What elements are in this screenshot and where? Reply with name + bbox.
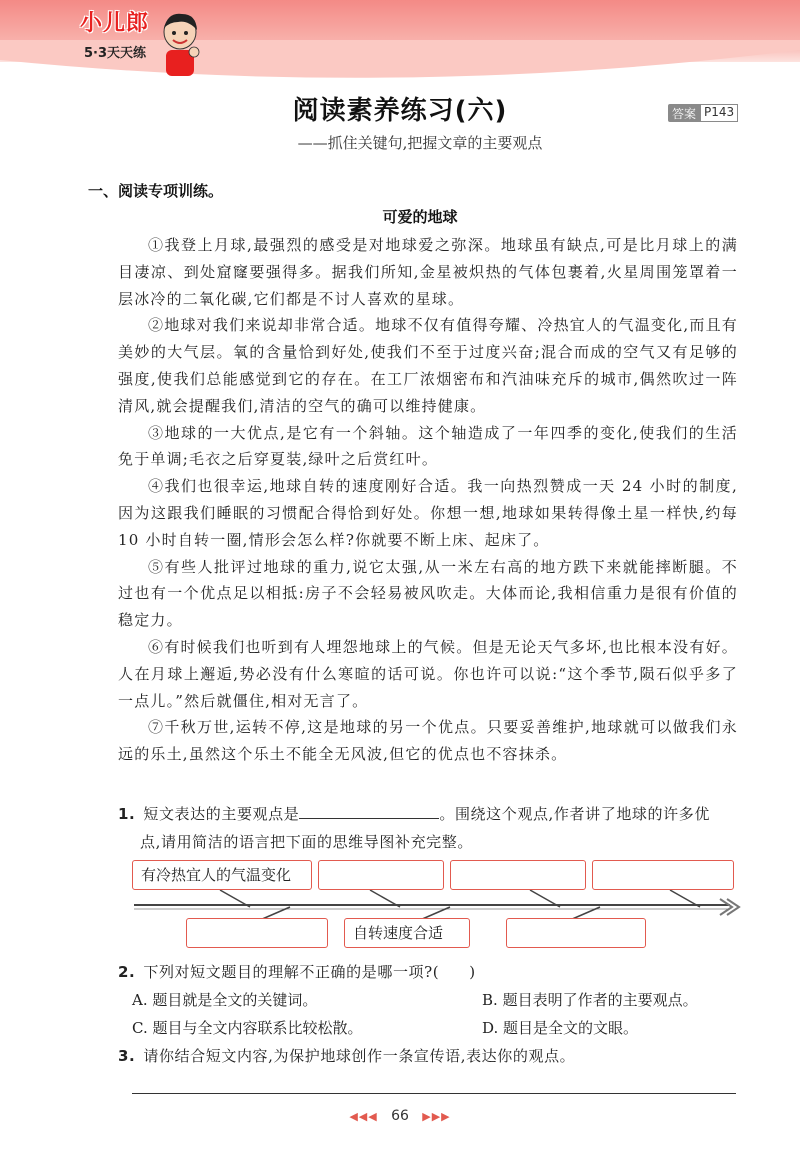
essay-passage [118, 232, 738, 768]
question-3-number: 3. [118, 1047, 136, 1065]
page-title: 阅读素养练习(六) [292, 96, 508, 126]
question-3-answer-line[interactable] [132, 1093, 736, 1094]
option-b[interactable] [482, 986, 698, 1014]
brand-logo [80, 6, 200, 78]
question-1-number: 1. [118, 805, 136, 823]
question-1-text-line2: 点,请用简洁的语言把下面的思维导图补充完整。 [140, 833, 473, 851]
paragraph-7: ⑦千秋万世,运转不停,这是地球的另一个优点。只要妥善维护,地球就可以做我们永远的乐土,虽然这个乐土不能全无风波,但它的优点也不容抹杀。 [118, 718, 738, 764]
paragraph-5: ⑤有些人批评过地球的重力,说它太强,从一米左右高的地方跌下来就能摔断腿。不过也有一个优点足以相抵:房子不会轻易被风吹走。大体而论,我相信重力是很有价值的稳定力。 [118, 557, 738, 630]
question-2-paren-close: ) [469, 963, 476, 981]
question-3-text: 请你结合短文内容,为保护地球创作一条宣传语,表达你的观点。 [143, 1047, 576, 1065]
essay-title: 可爱的地球 [382, 208, 458, 226]
mind-map-top-box-3[interactable] [450, 860, 586, 890]
option-c-text: 题目与全文内容联系比较松散。 [152, 1019, 363, 1037]
question-1-text-after: 。围绕这个观点,作者讲了地球的许多优 [439, 805, 710, 823]
option-d-text: 题目是全文的文眼。 [503, 1019, 639, 1037]
question-1-answer-blank[interactable] [299, 802, 439, 819]
right-arrows-icon: ▶▶▶ [422, 1110, 451, 1123]
mind-map [130, 858, 750, 958]
logo-subtitle: 5·3天天练 [84, 46, 147, 61]
question-2 [118, 958, 476, 986]
option-a-text: 题目就是全文的关键词。 [152, 991, 318, 1009]
mind-map-top-box-4[interactable] [592, 860, 734, 890]
section-heading: 一、阅读专项训练。 [88, 182, 224, 200]
mascot-kid-icon [158, 12, 202, 78]
paragraph-6: ⑥有时候我们也听到有人埋怨地球上的气候。但是无论天气多坏,也比根本没有好。人在月球上邂逅,势必没有什么寒暄的话可说。你也许可以说:“这个季节,陨石似乎多了一点儿。”然后就僵住,相对无言了。 [118, 637, 738, 710]
answer-page-ref: P143 [700, 104, 738, 122]
question-2-number: 2. [118, 963, 136, 981]
option-c[interactable] [132, 1014, 363, 1042]
page-footer [0, 1108, 800, 1124]
paragraph-3: ③地球的一大优点,是它有一个斜轴。这个轴造成了一年四季的变化,使我们的生活免于单调;毛衣之后穿夏装,绿叶之后赏红叶。 [118, 423, 738, 469]
option-c-key: C. [132, 1019, 148, 1037]
option-d[interactable] [482, 1014, 638, 1042]
page-subtitle: ——抓住关键句,把握文章的主要观点 [297, 134, 543, 152]
paragraph-2: ②地球对我们来说却非常合适。地球不仅有值得夸耀、冷热宜人的气温变化,而且有美妙的大气层。氧的含量恰到好处,使我们不至于过度兴奋;混合而成的空气又有足够的强度,使我们总能感觉到它的存在。在工厂浓烟密布和汽油味充斥的城市,偶然吹过一阵清风,就会提醒我们,清洁的空气的确可以维持健康。 [118, 316, 738, 415]
mind-map-top-box-2[interactable] [318, 860, 444, 890]
option-a-key: A. [132, 991, 148, 1009]
question-1-text-before: 短文表达的主要观点是 [143, 805, 300, 823]
mind-map-bottom-box-2: 自转速度合适 [344, 918, 470, 948]
answer-label: 答案 [668, 104, 700, 122]
answer-tag [668, 104, 738, 122]
mind-map-bottom-box-3[interactable] [506, 918, 646, 948]
logo-title: 小儿郎 [80, 11, 150, 36]
option-b-key: B. [482, 991, 498, 1009]
question-1 [118, 800, 710, 856]
option-b-text: 题目表明了作者的主要观点。 [502, 991, 698, 1009]
page-number: 66 [391, 1108, 409, 1124]
paragraph-1: ①我登上月球,最强烈的感受是对地球爱之弥深。地球虽有缺点,可是比月球上的满目凄凉、到处窟窿要强得多。据我们所知,金星被炽热的气体包裹着,火星周围笼罩着一层冰冷的二氧化碳,它们都是不讨人喜欢的星球。 [118, 236, 738, 308]
mind-map-bottom-box-1[interactable] [186, 918, 328, 948]
left-arrows-icon: ◀◀◀ [349, 1110, 378, 1123]
mind-map-top-box-1: 有冷热宜人的气温变化 [132, 860, 312, 890]
option-d-key: D. [482, 1019, 499, 1037]
option-a[interactable] [132, 986, 317, 1014]
question-2-text: 下列对短文题目的理解不正确的是哪一项?( [143, 963, 440, 981]
question-3 [118, 1042, 575, 1070]
paragraph-4: ④我们也很幸运,地球自转的速度刚好合适。我一向热烈赞成一天 24 小时的制度,因为这跟我们睡眠的习惯配合得恰到好处。你想一想,地球如果转得像土星一样快,约每 10 小时自转一圈,情形会怎么样?你就要不断上床、起床了。 [118, 477, 738, 549]
